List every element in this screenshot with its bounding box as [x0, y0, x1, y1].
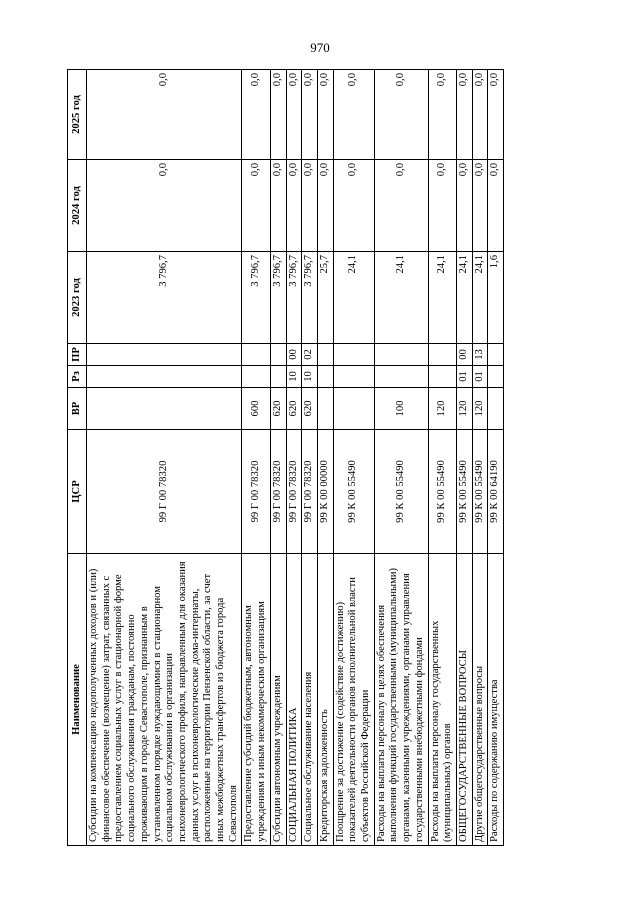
row-2024: 0,0 [302, 160, 318, 252]
row-rz [87, 366, 242, 388]
row-pr [270, 344, 286, 366]
row-rz [270, 366, 286, 388]
row-rz [428, 366, 456, 388]
row-2025: 0,0 [374, 70, 428, 160]
header-vr: ВР [68, 388, 87, 430]
row-rz [374, 366, 428, 388]
row-rz: 10 [286, 366, 302, 388]
row-2025: 0,0 [317, 70, 333, 160]
row-2024: 0,0 [333, 160, 374, 252]
row-2024: 0,0 [317, 160, 333, 252]
row-vr [317, 388, 333, 430]
row-pr [242, 344, 270, 366]
row-csr: 99 Г 00 78320 [302, 430, 318, 554]
row-vr: 600 [242, 388, 270, 430]
row-pr [87, 344, 242, 366]
table-row [242, 70, 270, 846]
table-row [302, 70, 318, 846]
table-row [317, 70, 333, 846]
row-rz [317, 366, 333, 388]
header-2025: 2025 год [68, 70, 87, 160]
row-2025: 0,0 [242, 70, 270, 160]
row-2024: 0,0 [488, 160, 504, 252]
row-2025: 0,0 [488, 70, 504, 160]
row-csr: 99 Г 00 78320 [286, 430, 302, 554]
row-rz: 10 [302, 366, 318, 388]
row-rz: 01 [472, 366, 488, 388]
row-vr: 620 [302, 388, 318, 430]
row-vr: 120 [472, 388, 488, 430]
row-2025: 0,0 [87, 70, 242, 160]
row-name: Другие общегосударственные вопросы [472, 554, 488, 846]
row-csr: 99 К 00 55490 [456, 430, 472, 554]
row-2023: 24,1 [374, 252, 428, 344]
row-name: Кредиторская задолженность [317, 554, 333, 846]
row-2024: 0,0 [428, 160, 456, 252]
row-name: Субсидии на компенсацию недополученных доходов и (или) финансовое обеспечение (возмещение) затрат, связанных с предоставлением социальных услуг в стационарной форме социального обслуживания гражданам, постоянно проживающим в городе Севастополе, признанным в установленном порядке нуждающимися в стационарном социальном обслуживании в организации психоневрологического профиля, направленным для оказания данных услуг в психоневрологические дома-интернаты, расположенные на территории Пензенской области, за счет иных межбюджетных трансфертов из бюджета города Севастополя [87, 554, 242, 846]
table-row [456, 70, 472, 846]
row-csr: 99 Г 00 78320 [87, 430, 242, 554]
row-2023: 3 796,7 [302, 252, 318, 344]
row-pr [488, 344, 504, 366]
table-row [333, 70, 374, 846]
row-csr: 99 К 00 64190 [488, 430, 504, 554]
header-pr: ПР [68, 344, 87, 366]
row-2025: 0,0 [302, 70, 318, 160]
row-2023: 24,1 [472, 252, 488, 344]
row-name: Расходы на выплаты персоналу государственных (муниципальных) органов [428, 554, 456, 846]
row-2023: 24,1 [428, 252, 456, 344]
row-csr: 99 Г 00 78320 [270, 430, 286, 554]
table-row [428, 70, 456, 846]
table-row [270, 70, 286, 846]
row-name: Расходы по содержанию имущества [488, 554, 504, 846]
row-2023: 3 796,7 [286, 252, 302, 344]
row-rz [242, 366, 270, 388]
rotated-page-content [67, 70, 571, 846]
row-csr: 99 К 00 55490 [374, 430, 428, 554]
row-csr: 99 К 00 55490 [472, 430, 488, 554]
row-name: Социальное обслуживание населения [302, 554, 318, 846]
row-2023: 3 796,7 [270, 252, 286, 344]
row-vr [488, 388, 504, 430]
header-2023: 2023 год [68, 252, 87, 344]
row-2025: 0,0 [286, 70, 302, 160]
row-vr: 620 [286, 388, 302, 430]
row-pr: 13 [472, 344, 488, 366]
row-2025: 0,0 [270, 70, 286, 160]
row-2024: 0,0 [374, 160, 428, 252]
table-row [488, 70, 504, 846]
row-2023: 24,1 [333, 252, 374, 344]
row-2023: 25,7 [317, 252, 333, 344]
row-pr: 02 [302, 344, 318, 366]
row-2025: 0,0 [428, 70, 456, 160]
row-pr [374, 344, 428, 366]
table-row [374, 70, 428, 846]
row-csr: 99 К 00 55490 [428, 430, 456, 554]
row-vr [87, 388, 242, 430]
row-vr [333, 388, 374, 430]
row-csr: 99 К 00 55490 [333, 430, 374, 554]
header-csr: ЦСР [68, 430, 87, 554]
row-vr: 620 [270, 388, 286, 430]
table-row [472, 70, 488, 846]
row-2023: 3 796,7 [87, 252, 242, 344]
row-vr: 100 [374, 388, 428, 430]
header-name: Наименование [68, 554, 87, 846]
header-rz: Рз [68, 366, 87, 388]
row-2024: 0,0 [472, 160, 488, 252]
row-rz [488, 366, 504, 388]
table-header-row [68, 70, 87, 846]
row-pr: 00 [286, 344, 302, 366]
row-pr [333, 344, 374, 366]
table-row [87, 70, 242, 846]
row-vr: 120 [428, 388, 456, 430]
row-2025: 0,0 [333, 70, 374, 160]
row-name: Расходы на выплаты персоналу в целях обеспечения выполнения функций государственными (муниципальными) органами, казенными учреждениями, органами управления государственными внебюджетными фондами [374, 554, 428, 846]
row-pr [317, 344, 333, 366]
row-csr: 99 Г 00 78320 [242, 430, 270, 554]
row-pr [428, 344, 456, 366]
row-2025: 0,0 [456, 70, 472, 160]
row-2023: 24,1 [456, 252, 472, 344]
row-2024: 0,0 [242, 160, 270, 252]
row-csr: 99 К 00 00000 [317, 430, 333, 554]
row-rz [333, 366, 374, 388]
row-2024: 0,0 [286, 160, 302, 252]
budget-table [67, 69, 504, 846]
row-2025: 0,0 [472, 70, 488, 160]
row-2023: 1,6 [488, 252, 504, 344]
row-2024: 0,0 [456, 160, 472, 252]
row-vr: 120 [456, 388, 472, 430]
row-pr: 00 [456, 344, 472, 366]
row-name: ОБЩЕГОСУДАРСТВЕННЫЕ ВОПРОСЫ [456, 554, 472, 846]
row-name: Предоставление субсидий бюджетным, автономным учреждениям и иным некоммерческим организациям [242, 554, 270, 846]
row-name: Поощрение за достижение (содействие достижению) показателей деятельности органов исполнительной власти субъектов Российской Федерации [333, 554, 374, 846]
table-row [286, 70, 302, 846]
row-2023: 3 796,7 [242, 252, 270, 344]
row-2024: 0,0 [87, 160, 242, 252]
row-name: СОЦИАЛЬНАЯ ПОЛИТИКА [286, 554, 302, 846]
row-2024: 0,0 [270, 160, 286, 252]
page-number: 970 [310, 40, 330, 55]
row-name: Субсидии автономным учреждениям [270, 554, 286, 846]
header-2024: 2024 год [68, 160, 87, 252]
row-rz: 01 [456, 366, 472, 388]
